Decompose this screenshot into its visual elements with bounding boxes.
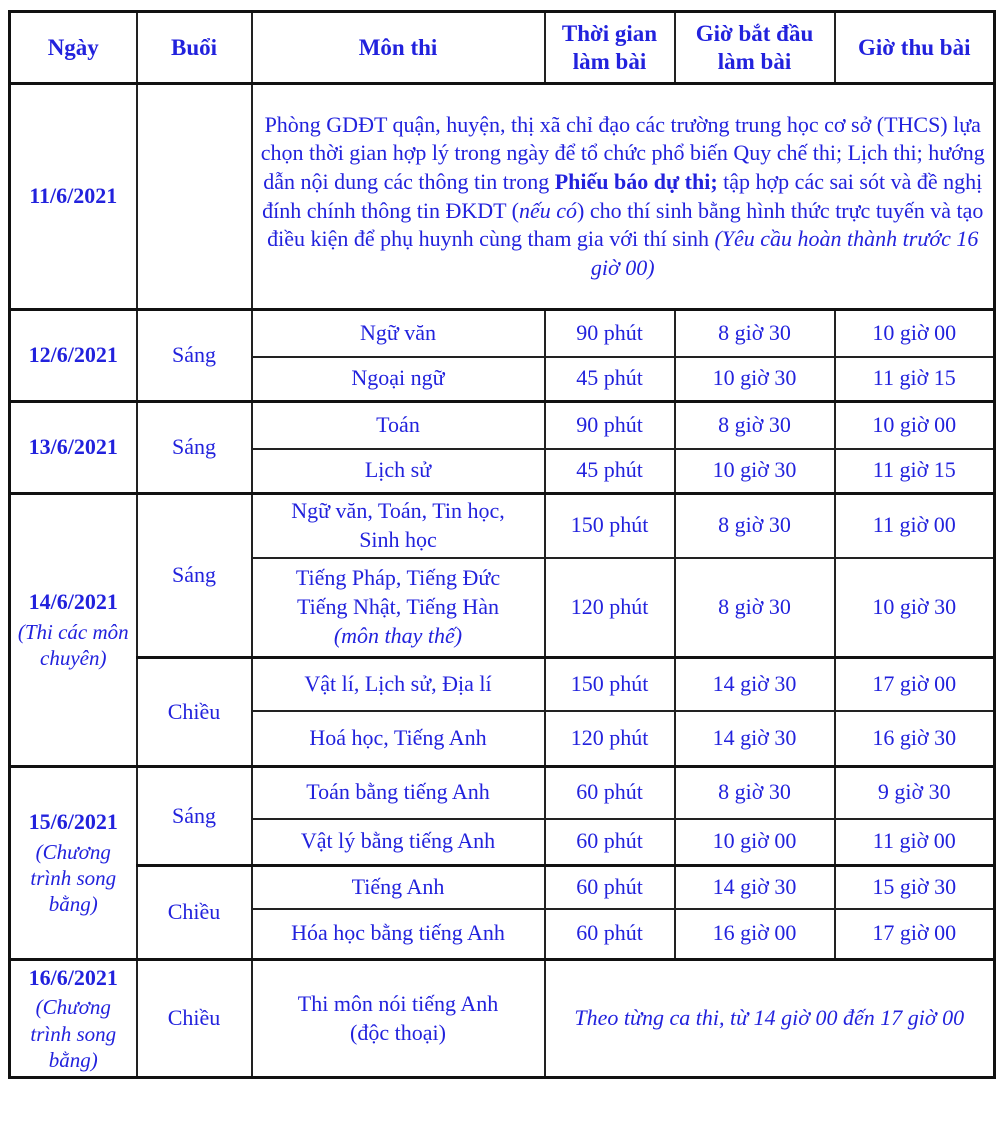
date-cell <box>10 767 137 960</box>
subject-line: Thi môn nói tiếng Anh <box>297 990 499 1016</box>
subject-line: Tiếng Pháp, Tiếng Đức <box>295 565 501 591</box>
duration-cell: 150 phút <box>545 658 675 711</box>
session-cell: Chiều <box>137 866 252 960</box>
session-cell-empty <box>137 84 252 310</box>
start-time-cell: 14 giờ 30 <box>675 711 835 767</box>
header-row <box>10 12 995 84</box>
start-time-cell: 16 giờ 00 <box>675 909 835 960</box>
header-cell-start-time: Giờ bắt đầu làm bài <box>675 12 835 84</box>
duration-cell: 45 phút <box>545 357 675 402</box>
collect-time-cell: 11 giờ 15 <box>835 449 995 494</box>
date-note: (Chương trình song bằng) <box>30 995 117 1072</box>
date-label: 15/6/2021 <box>28 809 118 835</box>
announcement-text: Phòng GDĐT quận, huyện, thị xã chỉ đạo các trường trung học cơ sở (THCS) lựa chọn thời gian hợp lý trong ngày để tổ chức phổ biến Quy chế thi; Lịch thi; hướng dẫn nội dung các thông tin trong <box>260 111 985 194</box>
duration-cell: 120 phút <box>545 558 675 658</box>
subject-cell <box>252 558 545 658</box>
duration-cell: 90 phút <box>545 402 675 449</box>
subject-cell: Vật lý bằng tiếng Anh <box>252 819 545 866</box>
collect-time-cell: 10 giờ 30 <box>835 558 995 658</box>
date-label: 13/6/2021 <box>28 434 118 460</box>
date-label: 12/6/2021 <box>28 342 118 368</box>
exam-schedule-table <box>8 10 996 1079</box>
session-cell: Sáng <box>137 310 252 402</box>
subject-note: (môn thay thế) <box>333 622 463 648</box>
collect-time-cell: 9 giờ 30 <box>835 767 995 819</box>
date-label: 14/6/2021 <box>28 589 118 615</box>
row-15-6-3 <box>10 866 995 909</box>
duration-cell: 60 phút <box>545 866 675 909</box>
start-time-cell: 14 giờ 30 <box>675 866 835 909</box>
date-label: 11/6/2021 <box>29 183 118 209</box>
row-14-6-1 <box>10 494 995 558</box>
start-time-cell: 10 giờ 00 <box>675 819 835 866</box>
span-note-cell: Theo từng ca thi, từ 14 giờ 00 đến 17 giờ 00 <box>545 960 995 1078</box>
date-cell <box>10 960 137 1078</box>
session-cell: Sáng <box>137 494 252 658</box>
collect-time-cell: 11 giờ 00 <box>835 819 995 866</box>
collect-time-cell: 17 giờ 00 <box>835 909 995 960</box>
collect-time-cell: 17 giờ 00 <box>835 658 995 711</box>
row-14-6-3 <box>10 658 995 711</box>
start-time-cell: 8 giờ 30 <box>675 558 835 658</box>
row-13-6-1 <box>10 402 995 449</box>
start-time-cell: 14 giờ 30 <box>675 658 835 711</box>
subject-cell <box>252 960 545 1078</box>
announcement-italic: nếu có <box>519 197 578 223</box>
duration-cell: 150 phút <box>545 494 675 558</box>
subject-cell: Tiếng Anh <box>252 866 545 909</box>
row-16-6 <box>10 960 995 1078</box>
date-note: (Chương trình song bằng) <box>30 839 117 917</box>
date-note: (Thi các môn chuyên) <box>17 620 129 671</box>
announcement-italic: (Yêu cầu hoàn thành trước 16 giờ 00) <box>590 226 979 280</box>
duration-cell: 60 phút <box>545 767 675 819</box>
date-cell <box>10 402 137 494</box>
subject-cell: Ngữ văn <box>252 310 545 357</box>
duration-cell: 45 phút <box>545 449 675 494</box>
date-cell <box>10 310 137 402</box>
announcement-bold: Phiếu báo dự thi; <box>554 168 718 194</box>
subject-cell: Vật lí, Lịch sử, Địa lí <box>252 658 545 711</box>
session-cell: Sáng <box>137 767 252 866</box>
header-cell-collect-time: Giờ thu bài <box>835 12 995 84</box>
duration-cell: 120 phút <box>545 711 675 767</box>
subject-line: (độc thoại) <box>350 1019 446 1045</box>
row-11-6 <box>10 84 995 310</box>
subject-cell: Lịch sử <box>252 449 545 494</box>
duration-cell: 90 phút <box>545 310 675 357</box>
subject-cell: Toán bằng tiếng Anh <box>252 767 545 819</box>
subject-cell: Toán <box>252 402 545 449</box>
row-12-6-1 <box>10 310 995 357</box>
date-cell <box>10 494 137 767</box>
collect-time-cell: 10 giờ 00 <box>835 310 995 357</box>
subject-cell: Hóa học bằng tiếng Anh <box>252 909 545 960</box>
date-cell <box>10 84 137 310</box>
duration-cell: 60 phút <box>545 819 675 866</box>
collect-time-cell: 16 giờ 30 <box>835 711 995 767</box>
collect-time-cell: 11 giờ 15 <box>835 357 995 402</box>
start-time-cell: 10 giờ 30 <box>675 449 835 494</box>
header-cell-duration: Thời gian làm bài <box>545 12 675 84</box>
start-time-cell: 8 giờ 30 <box>675 767 835 819</box>
session-cell: Chiều <box>137 960 252 1078</box>
collect-time-cell: 15 giờ 30 <box>835 866 995 909</box>
subject-cell: Ngoại ngữ <box>252 357 545 402</box>
duration-cell: 60 phút <box>545 909 675 960</box>
session-cell: Chiều <box>137 658 252 767</box>
subject-cell: Hoá học, Tiếng Anh <box>252 711 545 767</box>
announcement-text: tập hợp các sai sót và đề nghị đính chính thông tin ĐKDT ( <box>262 168 983 223</box>
session-cell: Sáng <box>137 402 252 494</box>
subject-line: Sinh học <box>359 526 437 552</box>
start-time-cell: 10 giờ 30 <box>675 357 835 402</box>
header-cell-session: Buổi <box>137 12 252 84</box>
start-time-cell: 8 giờ 30 <box>675 494 835 558</box>
header-cell-date: Ngày <box>10 12 137 84</box>
start-time-cell: 8 giờ 30 <box>675 402 835 449</box>
announcement-text: ) cho thí sinh bằng hình thức trực tuyến và tạo điều kiện để phụ huynh cùng tham gia với thí sinh <box>267 197 984 252</box>
announcement-cell <box>252 84 995 310</box>
subject-line: Tiếng Nhật, Tiếng Hàn <box>296 593 500 619</box>
start-time-cell: 8 giờ 30 <box>675 310 835 357</box>
row-15-6-1 <box>10 767 995 819</box>
date-label: 16/6/2021 <box>28 964 118 990</box>
subject-line: Ngữ văn, Toán, Tin học, <box>291 498 505 524</box>
collect-time-cell: 10 giờ 00 <box>835 402 995 449</box>
subject-cell <box>252 494 545 558</box>
header-cell-subject: Môn thi <box>252 12 545 84</box>
collect-time-cell: 11 giờ 00 <box>835 494 995 558</box>
